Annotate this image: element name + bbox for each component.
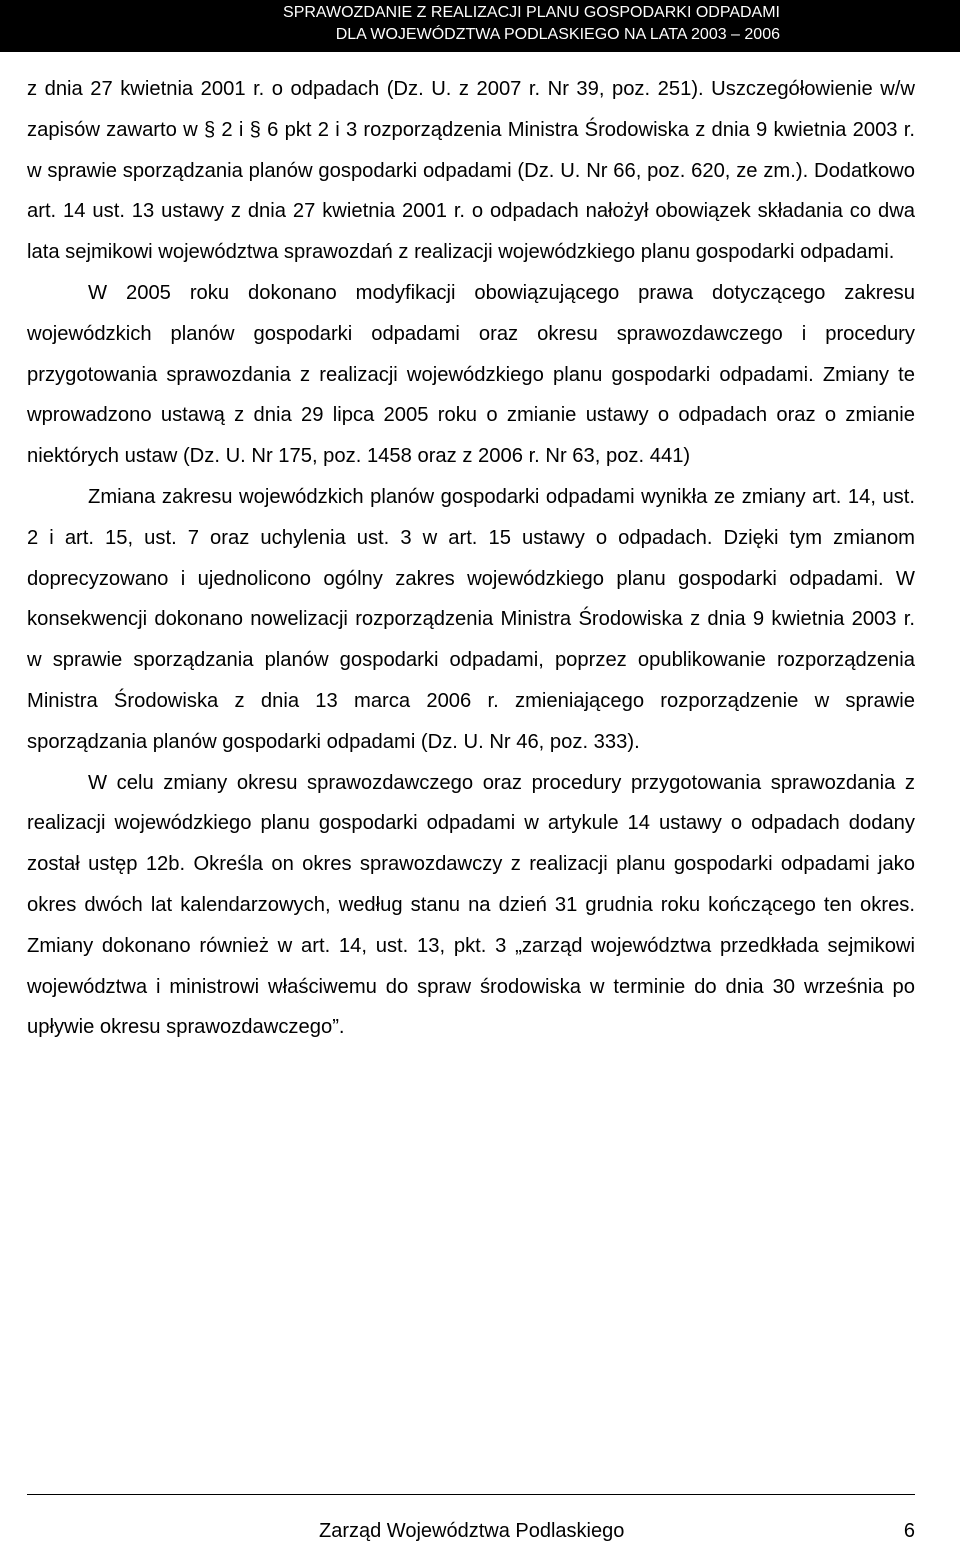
- paragraph: W celu zmiany okresu sprawozdawczego oraz procedury przygotowania sprawozdania z realizacji wojewódzkiego planu gospodarki odpadami w artykule 14 ustawy o odpadach dodany został ustęp 12b. Określa on okres sprawozdawczy z realizacji planu gospodarki odpadami jako okres dwóch lat kalendarzowych, według stanu na dzień 31 grudnia roku kończącego ten okres. Zmiany dokonano również w art. 14, ust. 13, pkt. 3 „zarząd województwa przedkłada sejmikowi województwa i ministrowi właściwemu do spraw środowiska w terminie do dnia 30 września po upływie okresu sprawozdawczego”.: [27, 771, 915, 1039]
- paragraph-continuation: z dnia 27 kwietnia 2001 r. o odpadach (Dz. U. z 2007 r. Nr 39, poz. 251). Uszczegółowienie w/w zapisów zawarto w § 2 i § 6 pkt 2 i 3 rozporządzenia Ministra Środowiska z dnia 9 kwietnia 2003 r. w sprawie sporządzania planów gospodarki odpadami (Dz. U. Nr 66, poz. 620, ze zm.). Dodatkowo art. 14 ust. 13 ustawy z dnia 27 kwietnia 2001 r. o odpadach nałożył obowiązek składania co dwa lata sejmikowi województwa sprawozdań z realizacji wojewódzkiego planu gospodarki odpadami.: [27, 78, 915, 264]
- document-body: [27, 69, 915, 1048]
- paragraph: W 2005 roku dokonano modyfikacji obowiązującego prawa dotyczącego zakresu wojewódzkich planów gospodarki odpadami oraz okresu sprawozdawczego i procedury przygotowania sprawozdania z realizacji wojewódzkiego planu gospodarki odpadami. Zmiany te wprowadzono ustawą z dnia 29 lipca 2005 roku o zmianie ustawy o odpadach oraz o zmianie niektórych ustaw (Dz. U. Nr 175, poz. 1458 oraz z 2006 r. Nr 63, poz. 441): [27, 281, 915, 468]
- page-number: 6: [903, 1520, 915, 1542]
- header-title-line-1: SPRAWOZDANIE Z REALIZACJI PLANU GOSPODARKI ODPADAMI: [283, 4, 780, 21]
- page-header: [0, 0, 960, 52]
- footer-author: Zarząd Województwa Podlaskiego: [319, 1520, 625, 1542]
- header-title-line-2: DLA WOJEWÓDZTWA PODLASKIEGO NA LATA 2003 – 2006: [335, 26, 780, 43]
- paragraph: Zmiana zakresu wojewódzkich planów gospodarki odpadami wynikła ze zmiany art. 14, ust. 2 i art. 15, ust. 7 oraz uchylenia ust. 3 w art. 15 ustawy o odpadach. Dzięki tym zmianom doprecyzowano i ujednolicono ogólny zakres wojewódzkiego planu gospodarki odpadami. W konsekwencji dokonano nowelizacji rozporządzenia Ministra Środowiska z dnia 9 kwietnia 2003 r. w sprawie sporządzania planów gospodarki odpadami, poprzez opublikowanie rozporządzenia Ministra Środowiska z dnia 13 marca 2006 r. zmieniającego rozporządzenie w sprawie sporządzania planów gospodarki odpadami (Dz. U. Nr 46, poz. 333).: [27, 485, 915, 753]
- footer-divider: [27, 1494, 915, 1495]
